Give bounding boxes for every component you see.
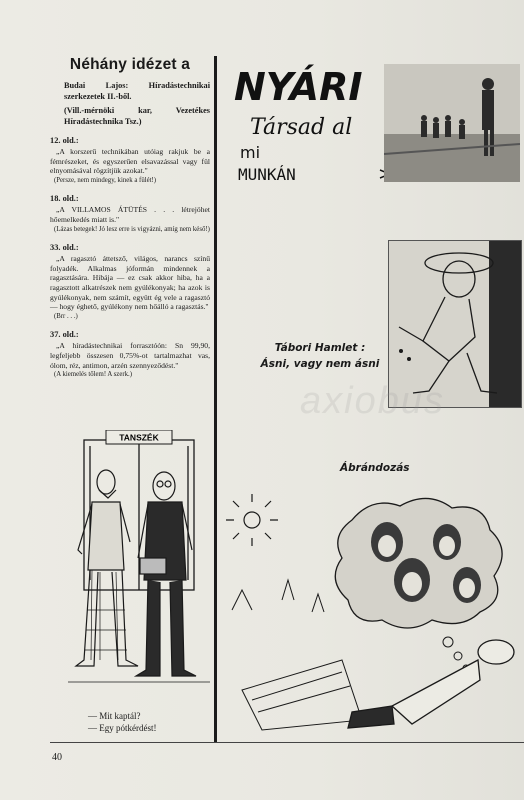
- quote-comment: (Brr . . .): [54, 312, 78, 320]
- caption-question: — Mit kaptál?: [88, 711, 141, 721]
- quote-text: „A VILLAMOS ÁTÜTÉS . . . létrejöhet hőemelkedés miatt is.": [50, 205, 210, 224]
- quote-page-ref: 18. old.:: [50, 194, 79, 204]
- title-line-nyari: NYÁRI: [234, 65, 363, 109]
- quote-item: [50, 136, 210, 185]
- quote-item: [50, 330, 210, 379]
- article-title: Néhány idézet a: [69, 56, 191, 73]
- abrandozas-caption: Ábrándozás: [340, 462, 410, 474]
- title-line-mi: mi: [240, 143, 261, 162]
- department-sign: TANSZÉK: [119, 432, 159, 443]
- cartoon-captions: [88, 710, 156, 734]
- tabori-hamlet-caption: [250, 340, 390, 372]
- quotes-column: [50, 50, 210, 380]
- quote-page-ref: 33. old.:: [50, 243, 79, 253]
- quote-page-ref: 12. old.:: [50, 136, 79, 145]
- quote-text: „A ragasztó áttetsző, világos, narancs színű folyadék. Alkalmas jóformán mindennek a ragasztására. Hibája — ez csak akkor hiba, ha a ragasztott alkatrészek nem gyúlékonyak; ha azok is gyúlékonyak, nem számít, együtt ég vele a ragasztó — hogy éghető, gyúlékony nem hőálló a ragasztás.": [50, 254, 210, 312]
- quote-comment: (Persze, nem mindegy, kinek a fülét!): [54, 176, 157, 184]
- quote-text: „A korszerű technikában utóiag rakjuk be a fémrészeket, és egyszerűen elsavazással vagy fül elnyomásával rögzítjük azokat.": [50, 147, 210, 176]
- article-source: Budai Lajos: Híradástechnikai szerkezetek II.-ből.: [64, 81, 210, 101]
- title-line-tarsadal: Társad al: [250, 115, 353, 140]
- quote-item: [50, 194, 210, 234]
- caption-answer: — Egy pótkérdést!: [88, 723, 157, 733]
- daydreaming-cartoon: [222, 480, 524, 736]
- watermark: axiobus: [300, 380, 445, 422]
- title-line-munkan: MUNKÁN: [238, 165, 296, 184]
- workers-photo: [384, 64, 520, 182]
- quote-item: [50, 243, 210, 321]
- tabori-line-2: Ásni, vagy nem ásni: [260, 358, 380, 370]
- quote-text: „A híradástechnikai forrasztóón: Sn 99,90, legfeljebb összesen 0,75%-ot tartalmazhat vas, ólom, réz, antimon, arzén szennyeződést.": [50, 341, 210, 370]
- column-divider: [214, 56, 217, 742]
- footer-rule: [50, 742, 524, 743]
- quote-comment: (Lázas betegek! Jó lesz erre is vigyázni, amíg nem késő!): [54, 225, 210, 233]
- department-door-cartoon: [64, 430, 214, 708]
- quote-comment: (A kiemelés tőlem! A szerk.): [54, 371, 132, 379]
- page-number: 40: [52, 752, 62, 763]
- tabori-line-1: Tábori Hamlet :: [274, 342, 366, 354]
- quote-page-ref: 37. old.:: [50, 330, 79, 340]
- article-source-note: (Vill.-mérnöki kar, Vezetékes Híradástechnika Tsz.): [64, 106, 210, 126]
